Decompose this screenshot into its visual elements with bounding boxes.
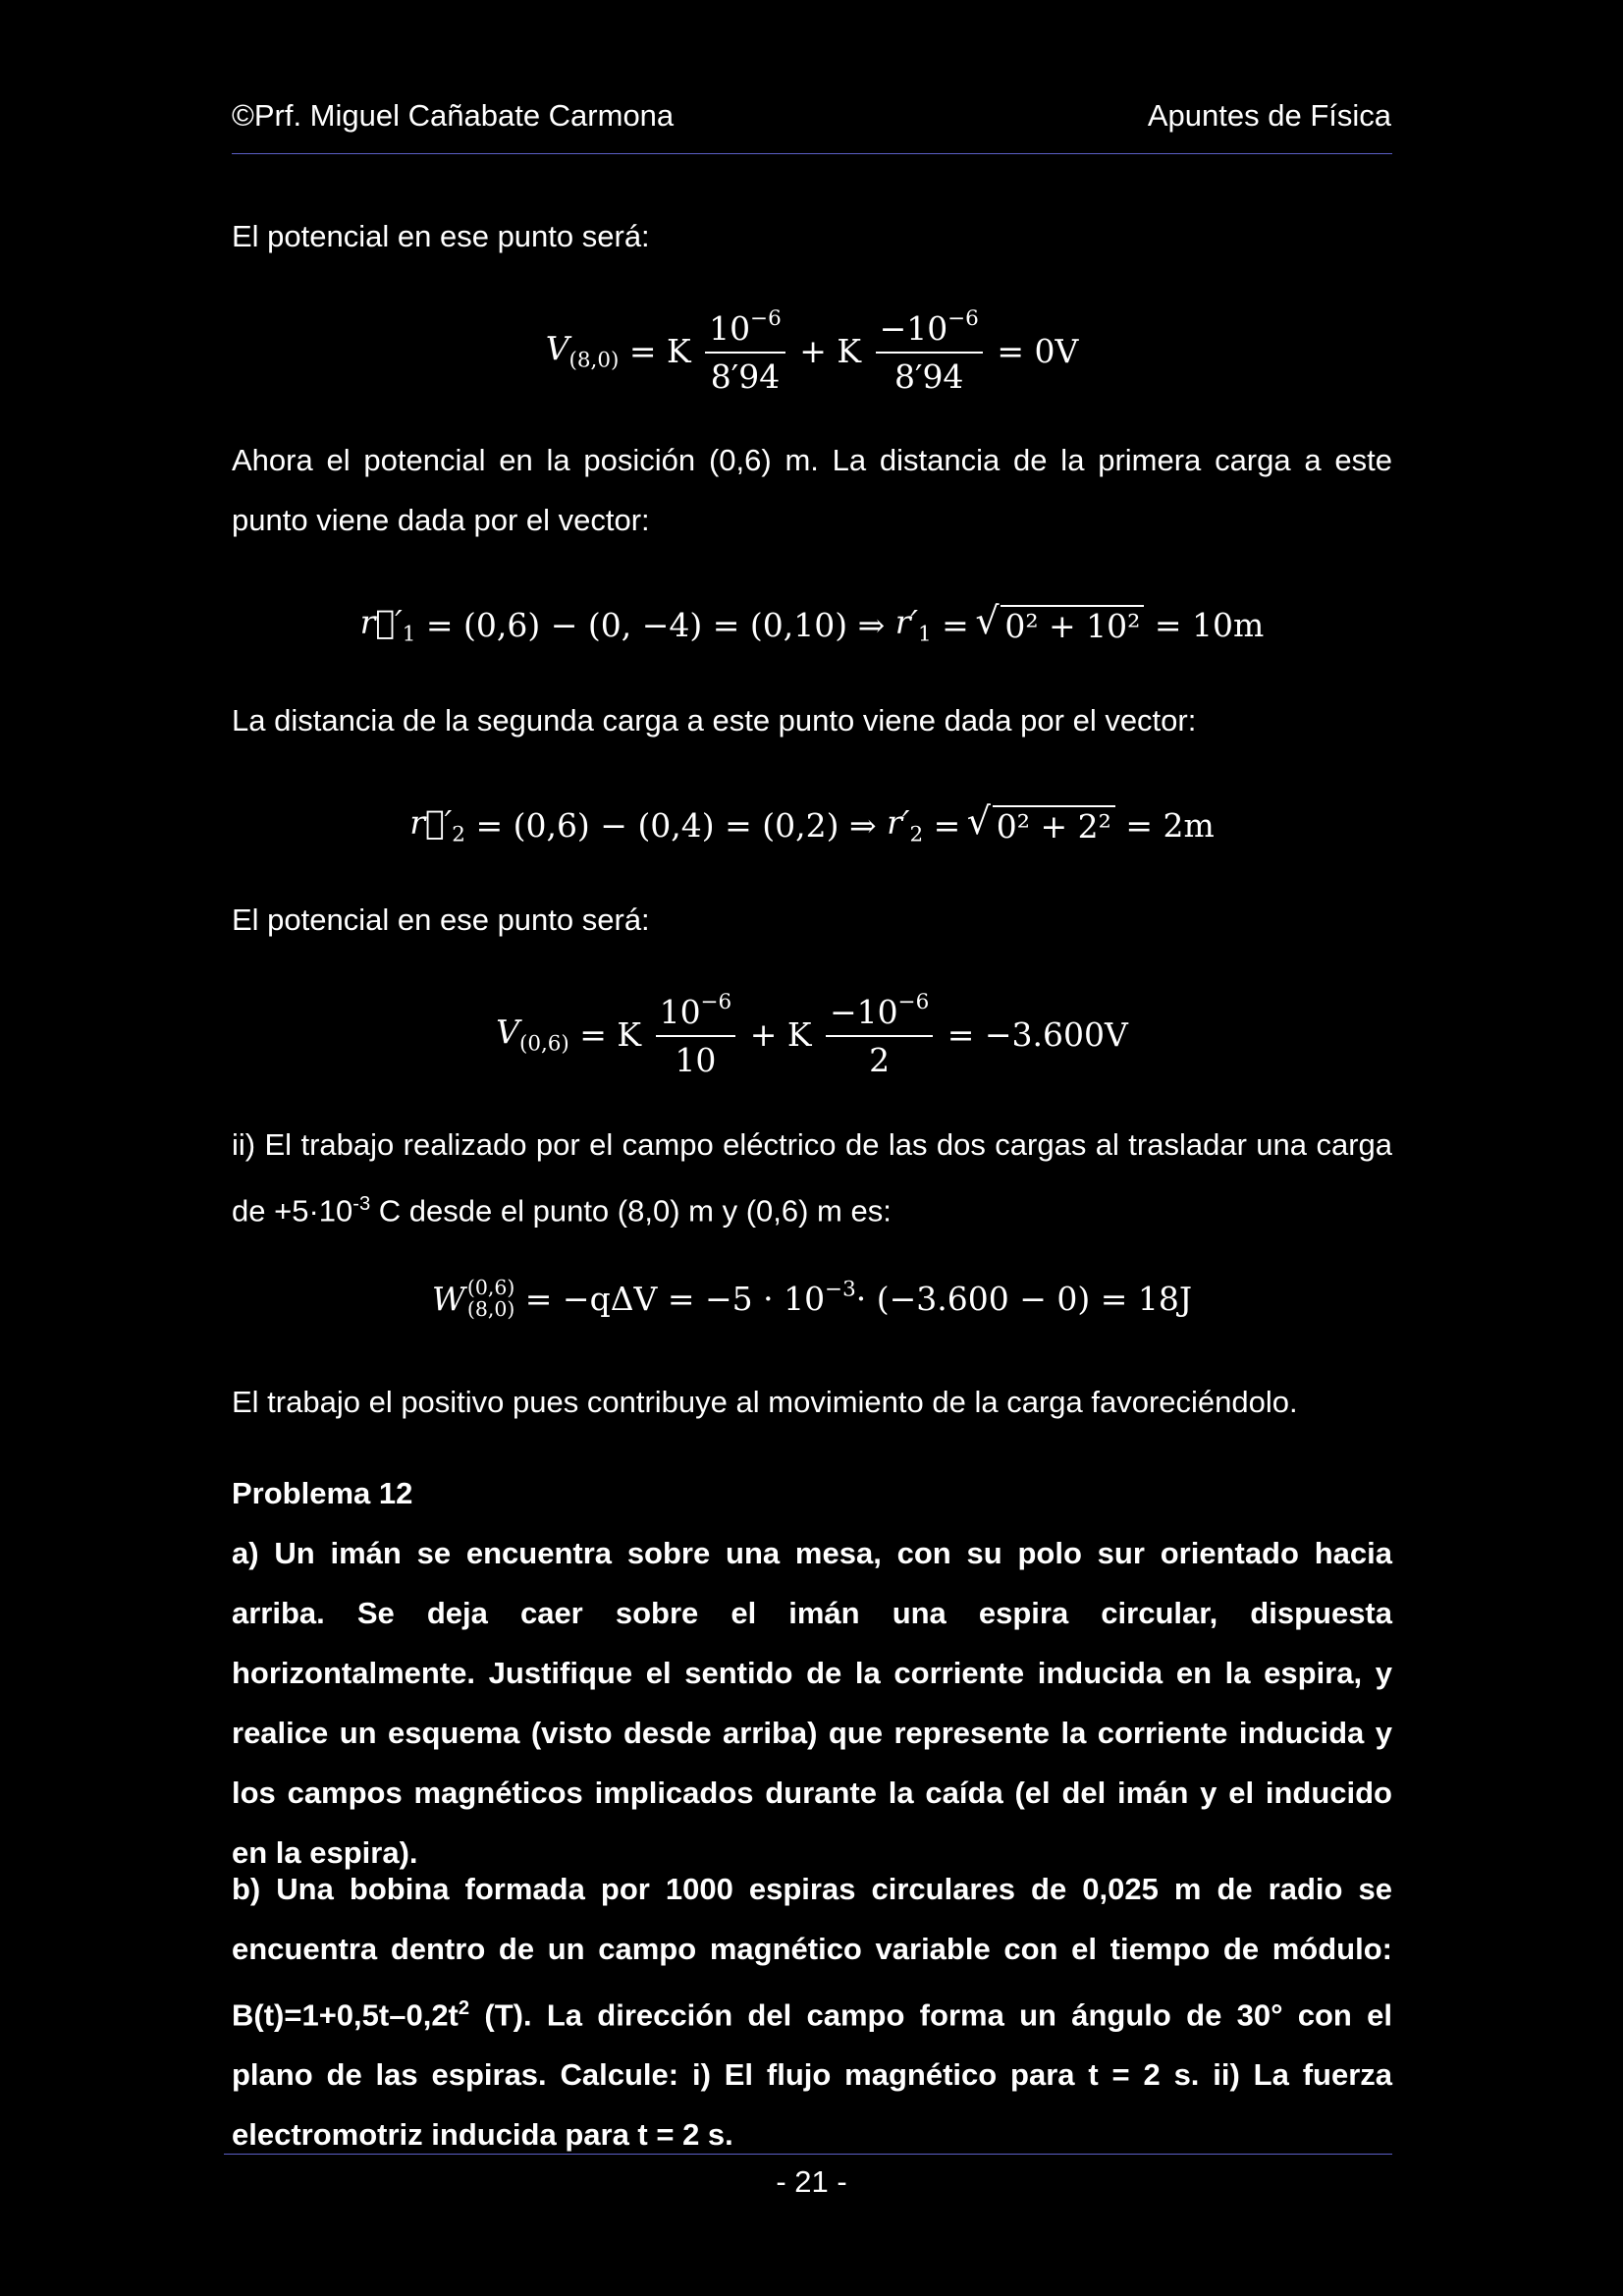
footer-rule — [224, 2154, 1392, 2155]
paragraph: ii) El trabajo realizado por el campo eléctrico de las dos cargas al trasladar una carga de $+5\cdot 10^{-3}$ C desde el punto (8,0) m y (0,6) m es: — [232, 1127, 1392, 1229]
paragraph: El potencial en ese punto será: — [232, 219, 650, 253]
header-rule — [232, 153, 1392, 154]
paragraph: El trabajo el positivo pues contribuye al movimiento de la carga favoreciéndolo. — [232, 1385, 1298, 1419]
equation-potential-0-6: $V_{(0,6)} = K$ $\frac{10^{-6}}{10}$ + K $\frac{-10^{-6}}{2}$ = −3.600V — [496, 990, 1128, 1079]
equation-distance-2: $r⃗'_2 = (0,6) - (0,4) = (0,2)$ ⇒ $r'_2$ = √ 0² + 2² = 2m — [232, 803, 1392, 847]
paragraph: El potencial en ese punto será: — [232, 902, 650, 937]
equation-potential-8-0: $V_{(8,0)} = K$ $\frac{10^{-6}}{8'94}$ + K $\frac{-10^{-6}}{8'94}$ = 0V — [545, 306, 1079, 396]
header-author: ©Prf. Miguel Cañabate Carmona — [232, 98, 675, 133]
header-subject: Apuntes de Física — [1147, 98, 1391, 133]
equation-work: W (0,6) (8,0) = $-q\Delta V = -5 \cdot 10^{-3}\cdot (-3.600 - 0) = 18J$ — [431, 1276, 1193, 1322]
equation-distance-1: $r⃗'_1 = (0,6) - (0$, −4) = (0,10) ⇒ $r'_1$ = √ 0² + 10² = 10m — [232, 603, 1392, 647]
paragraph: La distancia de la segunda carga a este punto viene dada por el vector: — [232, 703, 1197, 738]
problem-part-b: b) Una bobina formada por 1000 espiras circulares de 0,025 m de radio se encuentra dentro de un campo magnético variable con el tiempo de módulo: $B(t)=1+0,5t-0,2t^2$ (T). La dirección del campo forma un ángulo de 30° con el plano de las espiras. Calcule: i) El flujo magnético para t = 2 s. ii) La fuerza electromotriz inducida para t = 2 s. — [232, 1872, 1392, 2153]
paragraph: Ahora el potencial en la posición (0,6) m. La distancia de la primera carga a este punto viene dada por el vector: — [232, 443, 1392, 537]
problem-title: Problema 12 — [232, 1476, 413, 1510]
page-number: - 21 - — [776, 2164, 847, 2199]
problem-part-a: a) Un imán se encuentra sobre una mesa, con su polo sur orientado hacia arriba. Se deja caer sobre el imán una espira circular, dispuesta horizontalmente. Justifique el sentido de la corriente inducida en la espira, y realice un esquema (visto desde arriba) que represente la corriente inducida y los campos magnéticos implicados durante la caída (el del imán y el inducido en la espira). — [232, 1536, 1392, 1870]
